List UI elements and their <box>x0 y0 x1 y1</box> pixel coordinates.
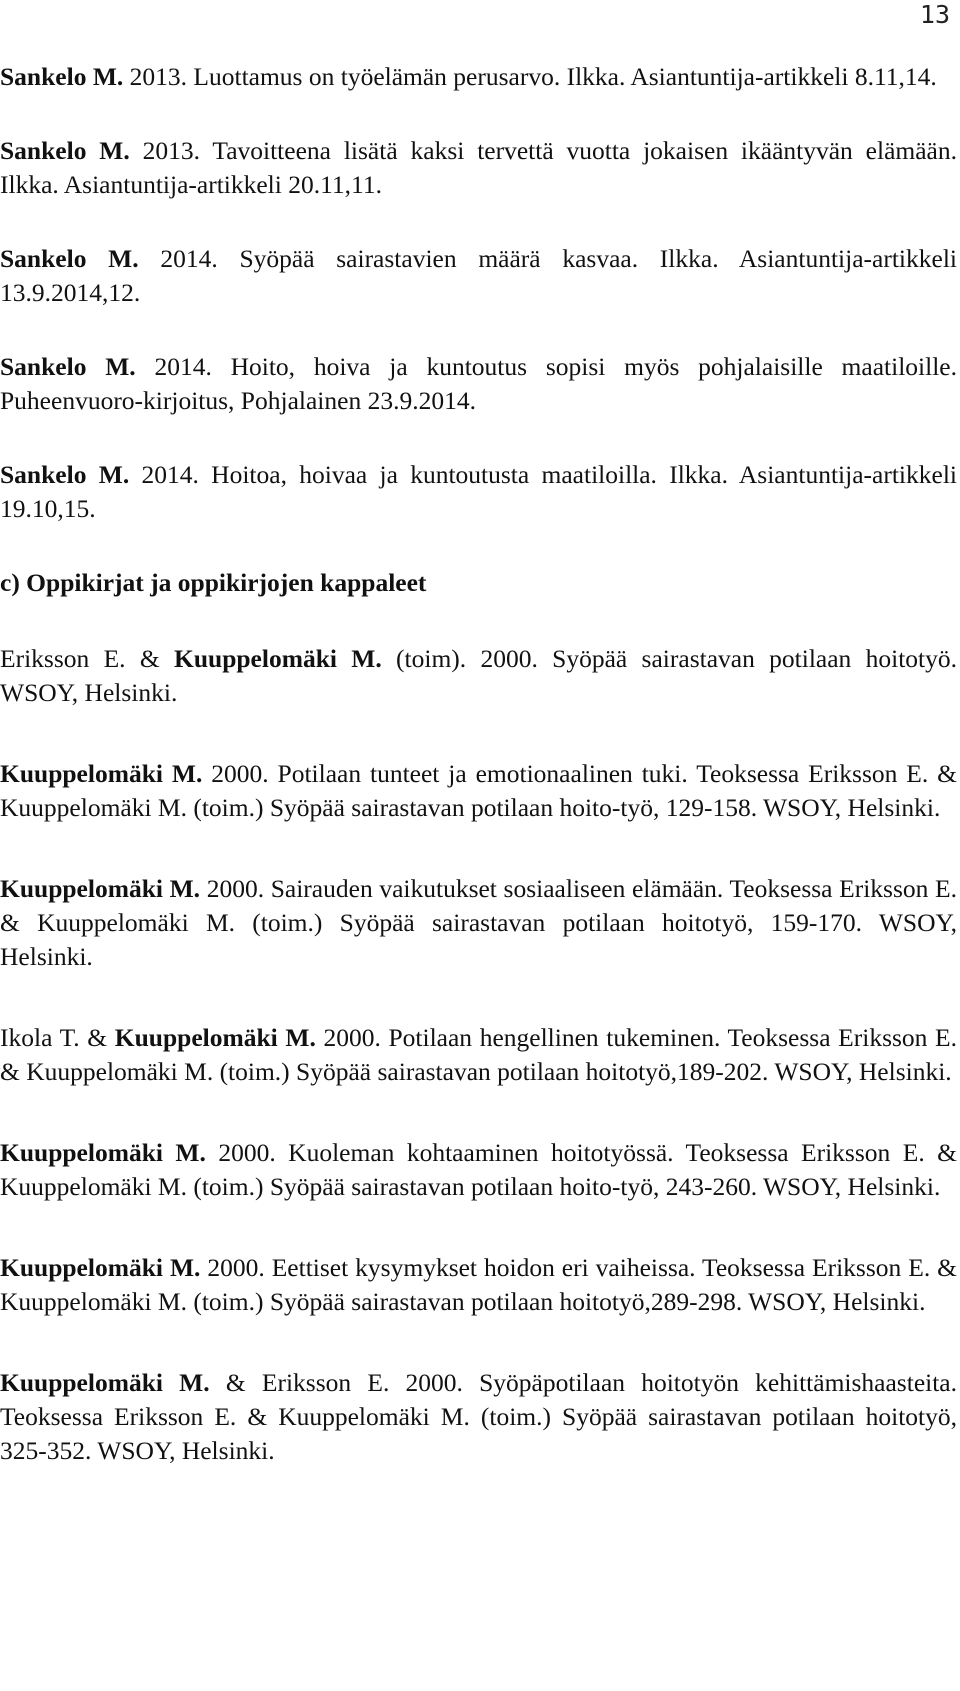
reference-list <box>0 60 957 1508</box>
reference-text: 2014. Hoitoa, hoivaa ja kuntoutusta maatiloilla. Ilkka. Asiantuntija-artikkeli 19.10,15. <box>0 460 957 523</box>
reference-text: 2000. Eettiset kysymykset hoidon eri vaiheissa. Teoksessa Eriksson E. & Kuuppelomäki M. (toim.) Syöpää sairastavan potilaan hoitotyö,289-298. WSOY, Helsinki. <box>0 1253 958 1316</box>
reference-text: 2000. Sairauden vaikutukset sosiaaliseen elämään. Teoksessa Eriksson E. & Kuuppelomäki M. (toim.) Syöpää sairastavan potilaan hoitotyö, 159-170. WSOY, Helsinki. <box>0 874 957 971</box>
reference-author: Sankelo M. <box>0 136 130 165</box>
reference-entry <box>0 872 957 974</box>
reference-text: 2000. Potilaan tunteet ja emotionaalinen tuki. Teoksessa Eriksson E. & Kuuppelomäki M. (toim.) Syöpää sairastavan potilaan hoito-työ, 129-158. WSOY, Helsinki. <box>0 759 957 822</box>
reference-author: Kuuppelomäki M. <box>0 759 203 788</box>
reference-text: 2014. Hoito, hoiva ja kuntoutus sopisi myös pohjalaisille maatiloille. Puheenvuoro-kirjoitus, Pohjalainen 23.9.2014. <box>0 352 957 415</box>
reference-text: 2013. Luottamus on työelämän perusarvo. Ilkka. Asiantuntija-artikkeli 8.11,14. <box>123 62 937 91</box>
reference-text: 2000. Kuoleman kohtaaminen hoitotyössä. Teoksessa Eriksson E. & Kuuppelomäki M. (toim.) Syöpää sairastavan potilaan hoito-työ, 243-260. WSOY, Helsinki. <box>0 1138 957 1201</box>
reference-entry <box>0 1136 957 1204</box>
reference-author: Sankelo M. <box>0 244 139 273</box>
reference-author: Sankelo M. <box>0 460 130 489</box>
reference-author: Sankelo M. <box>0 62 124 91</box>
section-heading: c) Oppikirjat ja oppikirjojen kappaleet <box>0 568 427 597</box>
reference-entry <box>0 350 957 418</box>
reference-entry <box>0 757 957 825</box>
reference-author: Kuuppelomäki M. <box>0 874 201 903</box>
reference-author: Kuuppelomäki M. <box>174 644 382 673</box>
reference-entry <box>0 1021 957 1089</box>
reference-prefix: Eriksson E. & <box>0 644 174 673</box>
reference-entry <box>0 1251 957 1319</box>
reference-prefix: Ikola T. & <box>0 1023 115 1052</box>
reference-entry <box>0 60 957 94</box>
reference-author: Kuuppelomäki M. <box>0 1253 201 1282</box>
reference-entry <box>0 642 957 710</box>
reference-text: (toim). 2000. Syöpää sairastavan potilaan hoitotyö. WSOY, Helsinki. <box>0 644 957 707</box>
reference-author: Kuuppelomäki M. <box>114 1023 316 1052</box>
reference-author: Sankelo M. <box>0 352 136 381</box>
reference-text: 2013. Tavoitteena lisätä kaksi tervettä vuotta jokaisen ikääntyvän elämään. Ilkka. Asiantuntija-artikkeli 20.11,11. <box>0 136 957 199</box>
reference-entry <box>0 1366 957 1468</box>
reference-entry <box>0 242 957 310</box>
reference-author: Kuuppelomäki M. <box>0 1138 206 1167</box>
reference-entry <box>0 134 957 202</box>
reference-text: & Eriksson E. 2000. Syöpäpotilaan hoitotyön kehittämishaasteita. Teoksessa Eriksson E. & Kuuppelomäki M. (toim.) Syöpää sairastavan potilaan hoitotyö, 325-352. WSOY, Helsinki. <box>0 1368 957 1465</box>
page-number: 13 <box>919 0 950 29</box>
reference-text: 2014. Syöpää sairastavien määrä kasvaa. Ilkka. Asiantuntija-artikkeli 13.9.2014,12. <box>0 244 957 307</box>
reference-entry <box>0 458 957 526</box>
reference-text: 2000. Potilaan hengellinen tukeminen. Teoksessa Eriksson E. & Kuuppelomäki M. (toim.) Syöpää sairastavan potilaan hoitotyö,189-202. WSOY, Helsinki. <box>0 1023 958 1086</box>
reference-author: Kuuppelomäki M. <box>0 1368 210 1397</box>
